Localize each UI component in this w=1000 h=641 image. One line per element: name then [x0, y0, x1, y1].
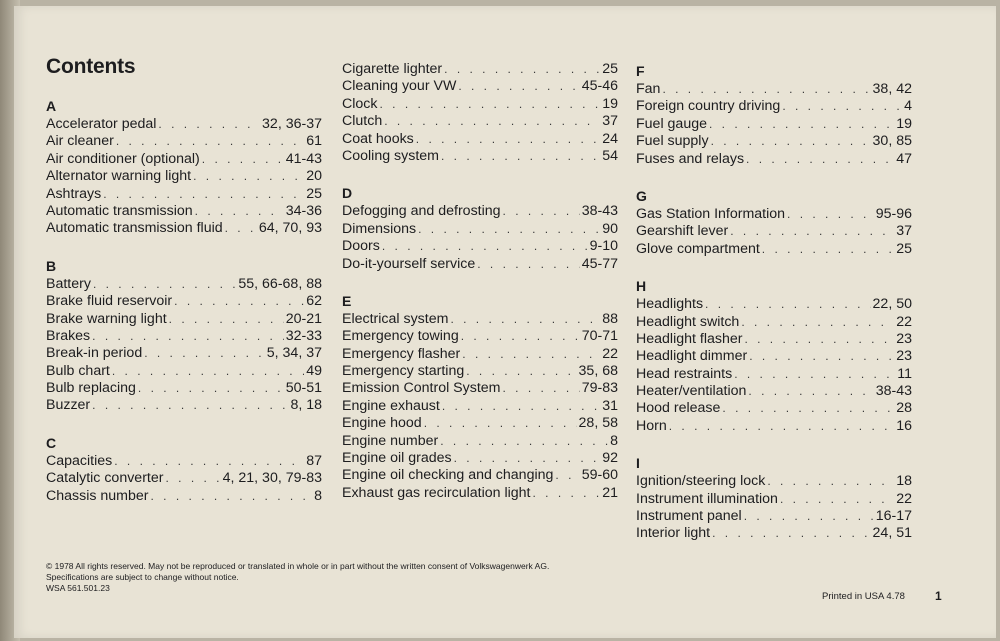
entry-pages: 92 — [602, 450, 618, 467]
entry-pages: 95-96 — [875, 205, 912, 222]
entry-pages: 35, 68 — [578, 363, 618, 380]
entry-pages: 8 — [314, 487, 322, 504]
entry-label: Emergency flasher — [342, 345, 461, 362]
dot-leader — [780, 491, 894, 508]
index-entry — [46, 380, 322, 397]
index-entry — [636, 133, 912, 150]
entry-pages: 28 — [896, 400, 912, 417]
entry-pages: 62 — [306, 293, 322, 310]
entry-label: Alternator warning light — [46, 168, 192, 185]
dot-leader — [424, 415, 577, 432]
index-entry — [46, 488, 322, 505]
section-letter: G — [636, 187, 647, 204]
dot-leader — [418, 221, 600, 238]
entry-label: Brakes — [46, 327, 91, 344]
entry-pages: 30, 85 — [872, 133, 912, 150]
index-entry — [46, 133, 322, 150]
dot-leader — [744, 508, 874, 525]
index-section — [46, 256, 322, 415]
entry-label: Fuses and relays — [636, 150, 745, 167]
entry-pages: 90 — [602, 220, 618, 237]
dot-leader — [450, 311, 600, 328]
entry-pages: 49 — [306, 362, 322, 379]
entry-pages: 23 — [896, 330, 912, 347]
index-section — [342, 61, 618, 165]
index-entry — [636, 241, 912, 258]
dot-leader — [746, 151, 894, 168]
dot-leader — [734, 366, 895, 383]
entry-label: Exhaust gas recirculation light — [342, 484, 531, 501]
entry-label: Dimensions — [342, 220, 417, 237]
dot-leader — [379, 96, 600, 113]
entry-label: Defogging and defrosting — [342, 203, 501, 220]
entry-label: Automatic transmission fluid — [46, 220, 223, 237]
index-entry — [342, 203, 618, 220]
index-section — [636, 276, 912, 435]
entry-pages: 22 — [896, 490, 912, 507]
entry-pages: 21 — [602, 484, 618, 501]
entry-label: Headlights — [636, 296, 704, 313]
dot-leader — [225, 220, 257, 237]
index-entry — [636, 116, 912, 133]
index-entry — [342, 380, 618, 397]
dot-leader — [712, 525, 870, 542]
index-entry — [46, 276, 322, 293]
entry-pages: 88 — [602, 310, 618, 327]
index-entry — [342, 131, 618, 148]
dot-leader — [748, 383, 873, 400]
entry-label: Coat hooks — [342, 130, 414, 147]
entry-label: Cleaning your VW — [342, 78, 457, 95]
dot-leader — [762, 241, 894, 258]
dot-leader — [466, 363, 576, 380]
entry-label: Fuel gauge — [636, 115, 707, 132]
index-entry — [342, 485, 618, 502]
index-entry — [46, 116, 322, 133]
entry-pages: 34-36 — [285, 202, 322, 219]
section-letter: B — [46, 257, 57, 274]
index-entry — [342, 221, 618, 238]
index-entry — [636, 81, 912, 98]
dot-leader — [416, 131, 600, 148]
entry-pages: 31 — [602, 397, 618, 414]
dot-leader — [92, 328, 284, 345]
index-entry — [46, 220, 322, 237]
entry-label: Engine oil checking and changing — [342, 467, 554, 484]
dot-leader — [138, 380, 284, 397]
index-section — [342, 183, 618, 273]
dot-leader — [112, 363, 304, 380]
entry-label: Instrument panel — [636, 508, 742, 525]
entry-pages: 50-51 — [285, 380, 322, 397]
entry-label: Engine exhaust — [342, 397, 440, 414]
entry-pages: 20 — [306, 168, 322, 185]
entry-pages: 54 — [602, 147, 618, 164]
index-column-1 — [46, 96, 322, 523]
copyright-line: © 1978 All rights reserved. May not be reproduced or translated in whole or in part without the written consent of Volkswagenwerk AG. — [46, 561, 550, 571]
dot-leader — [441, 148, 600, 165]
dot-leader — [461, 328, 580, 345]
entry-label: Glove compartment — [636, 240, 760, 257]
dot-leader — [787, 206, 874, 223]
page-number: 1 — [935, 589, 942, 603]
dot-leader — [454, 450, 601, 467]
index-entry — [342, 450, 618, 467]
entry-pages: 4 — [904, 98, 912, 115]
index-section — [46, 96, 322, 238]
entry-label: Head restraints — [636, 365, 733, 382]
entry-pages: 61 — [306, 133, 322, 150]
index-entry — [636, 383, 912, 400]
page-title: Contents — [46, 55, 136, 78]
printed-in: Printed in USA 4.78 — [822, 591, 905, 602]
dot-leader — [195, 203, 284, 220]
entry-label: Buzzer — [46, 397, 91, 414]
entry-label: Gearshift lever — [636, 223, 729, 240]
entry-label: Chassis number — [46, 487, 149, 504]
entry-label: Fuel supply — [636, 133, 709, 150]
entry-pages: 23 — [896, 348, 912, 365]
index-entry — [342, 415, 618, 432]
dot-leader — [114, 453, 304, 470]
dot-leader — [741, 314, 894, 331]
dot-leader — [669, 418, 894, 435]
entry-pages: 24 — [602, 130, 618, 147]
index-entry — [46, 203, 322, 220]
entry-label: Ignition/steering lock — [636, 473, 766, 490]
entry-pages: 45-46 — [581, 78, 618, 95]
dot-leader — [151, 488, 313, 505]
entry-pages: 4, 21, 30, 79-83 — [222, 470, 322, 487]
section-letter: F — [636, 63, 645, 79]
entry-label: Headlight dimmer — [636, 348, 748, 365]
dot-leader — [202, 151, 284, 168]
document-code: WSA 561.501.23 — [46, 583, 110, 593]
entry-pages: 18 — [896, 473, 912, 490]
entry-label: Cigarette lighter — [342, 61, 443, 77]
index-entry — [46, 363, 322, 380]
index-section — [342, 291, 618, 502]
dot-leader — [744, 331, 894, 348]
entry-pages: 22 — [896, 313, 912, 330]
index-entry — [342, 311, 618, 328]
entry-label: Catalytic converter — [46, 470, 164, 487]
section-letter: H — [636, 278, 647, 295]
dot-leader — [165, 470, 220, 487]
dot-leader — [103, 186, 304, 203]
index-entry — [636, 206, 912, 223]
dot-leader — [502, 380, 579, 397]
index-entry — [636, 98, 912, 115]
specifications-line: Specifications are subject to change without notice. — [46, 572, 239, 582]
entry-label: Break-in period — [46, 345, 143, 362]
entry-pages: 32, 36-37 — [262, 116, 322, 132]
entry-label: Fan — [636, 81, 661, 97]
entry-label: Engine oil grades — [342, 450, 452, 467]
index-entry — [636, 223, 912, 240]
entry-pages: 37 — [896, 223, 912, 240]
dot-leader — [92, 397, 288, 414]
entry-pages: 24, 51 — [872, 525, 912, 542]
dot-leader — [782, 98, 902, 115]
entry-pages: 9-10 — [589, 238, 618, 255]
dot-leader — [730, 223, 894, 240]
entry-label: Interior light — [636, 525, 711, 542]
index-entry — [636, 400, 912, 417]
section-letter: D — [342, 185, 353, 202]
dot-leader — [555, 467, 579, 484]
entry-label: Foreign country driving — [636, 98, 781, 115]
dot-leader — [174, 293, 304, 310]
entry-pages: 32-33 — [285, 327, 322, 344]
index-column-3 — [636, 61, 912, 561]
entry-label: Heater/ventilation — [636, 383, 747, 400]
entry-pages: 16 — [896, 417, 912, 434]
entry-label: Do-it-yourself service — [342, 255, 476, 272]
entry-pages: 55, 66-68, 88 — [238, 275, 322, 292]
index-entry — [636, 491, 912, 508]
index-entry — [636, 348, 912, 365]
index-column-2 — [342, 61, 618, 520]
index-entry — [46, 328, 322, 345]
index-entry — [636, 525, 912, 542]
entry-label: Emergency towing — [342, 328, 459, 345]
index-entry — [342, 148, 618, 165]
entry-pages: 38-43 — [875, 383, 912, 400]
index-entry — [46, 397, 322, 414]
section-letter: C — [46, 434, 57, 451]
entry-pages: 8, 18 — [290, 397, 322, 414]
entry-label: Accelerator pedal — [46, 116, 157, 132]
entry-pages: 59-60 — [581, 467, 618, 484]
index-entry — [342, 467, 618, 484]
entry-label: Bulb chart — [46, 362, 110, 379]
entry-label: Electrical system — [342, 310, 449, 327]
index-entry — [46, 311, 322, 328]
index-entry — [636, 314, 912, 331]
index-entry — [636, 366, 912, 383]
entry-label: Emergency starting — [342, 363, 465, 380]
index-entry — [636, 331, 912, 348]
entry-pages: 64, 70, 93 — [258, 220, 322, 237]
dot-leader — [169, 311, 284, 328]
dot-leader — [440, 433, 608, 450]
index-entry — [46, 470, 322, 487]
entry-label: Instrument illumination — [636, 490, 778, 507]
entry-pages: 5, 34, 37 — [266, 345, 322, 362]
index-entry — [342, 346, 618, 363]
dot-leader — [722, 400, 894, 417]
dot-leader — [532, 485, 600, 502]
entry-pages: 41-43 — [285, 150, 322, 167]
index-entry — [46, 345, 322, 362]
entry-label: Cooling system — [342, 147, 439, 164]
entry-pages: 8 — [610, 432, 618, 449]
index-entry — [342, 398, 618, 415]
entry-pages: 16-17 — [875, 508, 912, 525]
index-entry — [342, 96, 618, 113]
entry-label: Headlight switch — [636, 313, 740, 330]
entry-pages: 38, 42 — [872, 81, 912, 97]
index-entry — [46, 293, 322, 310]
dot-leader — [477, 256, 579, 273]
section-letter: E — [342, 292, 352, 309]
entry-label: Engine hood — [342, 415, 422, 432]
entry-pages: 22 — [602, 345, 618, 362]
dot-leader — [144, 345, 265, 362]
entry-label: Engine number — [342, 432, 439, 449]
entry-pages: 28, 58 — [578, 415, 618, 432]
index-entry — [342, 363, 618, 380]
dot-leader — [767, 473, 894, 490]
entry-pages: 47 — [896, 150, 912, 167]
dot-leader — [749, 348, 894, 365]
entry-pages: 11 — [897, 365, 912, 382]
entry-pages: 19 — [896, 115, 912, 132]
entry-pages: 38-43 — [581, 203, 618, 220]
index-entry — [342, 238, 618, 255]
dot-leader — [503, 203, 580, 220]
index-entry — [342, 113, 618, 130]
index-entry — [46, 186, 322, 203]
entry-pages: 70-71 — [581, 328, 618, 345]
index-entry — [342, 61, 618, 78]
dot-leader — [705, 296, 871, 313]
index-entry — [342, 328, 618, 345]
copyright-notice — [46, 561, 549, 594]
entry-label: Bulb replacing — [46, 380, 136, 397]
index-section — [636, 186, 912, 258]
dot-leader — [462, 346, 600, 363]
entry-label: Gas Station Information — [636, 205, 786, 222]
section-letter: A — [46, 98, 57, 114]
index-entry — [46, 168, 322, 185]
entry-pages: 22, 50 — [872, 296, 912, 313]
entry-pages: 37 — [602, 113, 618, 130]
entry-label: Clock — [342, 95, 378, 112]
entry-pages: 79-83 — [581, 380, 618, 397]
index-entry — [636, 296, 912, 313]
dot-leader — [709, 116, 894, 133]
entry-label: Hood release — [636, 400, 721, 417]
entry-label: Clutch — [342, 113, 383, 130]
entry-pages: 20-21 — [285, 310, 322, 327]
index-entry — [636, 151, 912, 168]
entry-label: Horn — [636, 417, 667, 434]
entry-label: Headlight flasher — [636, 330, 743, 347]
entry-label: Ashtrays — [46, 185, 102, 202]
dot-leader — [382, 238, 588, 255]
section-letter: I — [636, 455, 640, 472]
entry-pages: 25 — [602, 61, 618, 77]
entry-label: Emission Control System — [342, 380, 501, 397]
dot-leader — [93, 276, 236, 293]
dot-leader — [444, 61, 600, 78]
entry-pages: 87 — [306, 452, 322, 469]
entry-pages: 25 — [306, 185, 322, 202]
entry-label: Battery — [46, 275, 91, 292]
entry-pages: 25 — [896, 240, 912, 257]
entry-label: Brake fluid reservoir — [46, 293, 173, 310]
index-entry — [636, 473, 912, 490]
index-entry — [46, 151, 322, 168]
entry-label: Brake warning light — [46, 310, 167, 327]
entry-label: Doors — [342, 238, 380, 255]
dot-leader — [158, 116, 260, 133]
index-entry — [636, 508, 912, 525]
entry-label: Capacities — [46, 452, 113, 469]
entry-label: Automatic transmission — [46, 202, 193, 219]
index-entry — [342, 433, 618, 450]
index-entry — [342, 256, 618, 273]
dot-leader — [116, 133, 304, 150]
index-entry — [636, 418, 912, 435]
entry-pages: 45-77 — [581, 255, 618, 272]
index-entry — [46, 453, 322, 470]
dot-leader — [711, 133, 871, 150]
index-section — [46, 433, 322, 505]
dot-leader — [442, 398, 600, 415]
dot-leader — [458, 78, 579, 95]
entry-label: Air conditioner (optional) — [46, 150, 200, 167]
dot-leader — [662, 81, 870, 98]
index-entry — [342, 78, 618, 95]
dot-leader — [193, 168, 304, 185]
entry-label: Air cleaner — [46, 133, 114, 150]
entry-pages: 19 — [602, 95, 618, 112]
index-section — [636, 61, 912, 168]
index-section — [636, 453, 912, 543]
dot-leader — [384, 113, 600, 130]
